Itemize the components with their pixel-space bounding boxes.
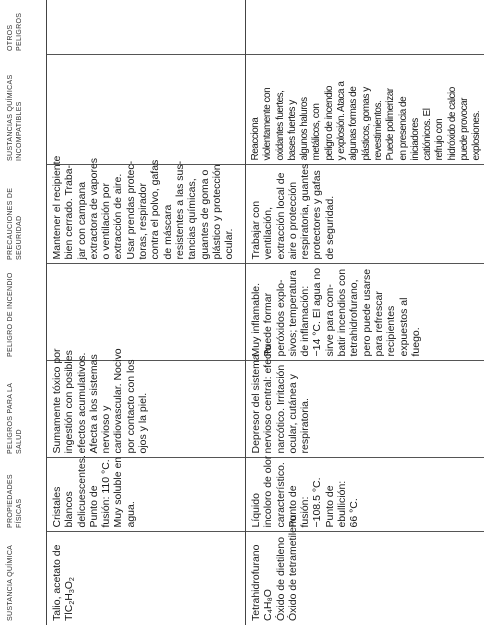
cell-line: toras, respirador (137, 183, 150, 260)
cell-line: metálicos, con (311, 103, 323, 161)
cell-line: Punto de (323, 485, 336, 528)
cell-line: Afecta a los sistemas (87, 354, 100, 454)
cell-line: extracción local de (274, 172, 287, 260)
cell-fire-hazard (246, 264, 484, 361)
table-row (246, 0, 484, 625)
cell-line: Cristales (51, 486, 63, 528)
cell-line: narcótico. Irritación (274, 364, 287, 454)
cell-line: Depresor del sistema (250, 354, 262, 454)
cell-line: ocular, cutánea y (286, 374, 299, 454)
cell-line: hidróxido de calcio (446, 87, 458, 161)
cell-line: explosiones. (471, 110, 483, 161)
cell-substance (246, 515, 484, 625)
cell-incompatible-substances (246, 55, 484, 165)
header-physical-properties: PROPIEDADES FÍSICAS (0, 458, 47, 532)
cell-line: ingestión con posibles (63, 350, 76, 454)
cell-substance (47, 532, 246, 625)
cell-line: refrujo con (434, 118, 446, 161)
cell-physical-properties (246, 455, 484, 532)
cell-line: peróxidos explo- (274, 279, 287, 357)
cell-line: respiratoria. (299, 398, 312, 454)
cell-safety-precautions (47, 155, 246, 264)
cell-line: Trabajar con (250, 200, 262, 260)
cell-line: fuego. (409, 327, 422, 357)
cell-line: Puede formar (262, 292, 275, 357)
cell-line: fusión: 110 °C. (100, 459, 113, 528)
cell-line: guantes de goma o (198, 169, 211, 260)
cell-line: de máscara (161, 204, 174, 260)
cell-line: efectos acumulativos. (75, 352, 88, 454)
cell-other-hazards (246, 0, 484, 55)
cell-line: bien cerrado. Traba- (63, 164, 76, 260)
cell-fire-hazard (47, 264, 246, 361)
cell-line: sirve para com- (323, 284, 336, 357)
cell-incompatible-substances (47, 55, 246, 165)
header-other-hazards: OTROS PELIGROS (0, 0, 47, 55)
cell-line: blancos (63, 491, 76, 528)
cell-line: para refrescar (372, 291, 385, 357)
cell-line: algunos haluros (299, 97, 311, 161)
cell-line: Punto de (286, 485, 299, 528)
header-fire-hazard: PELIGRO DE INCENDIO (0, 264, 47, 361)
cell-line: jar con campana (75, 181, 88, 260)
cell-line: Tetrahidrofurano (250, 544, 262, 621)
cell-line: Reacciona (250, 117, 261, 161)
cell-line: −14 °C. El agua no (311, 267, 324, 357)
substance-formula: $TlC_2H_3O_2$ (63, 577, 77, 621)
cell-line: algunas formas de (348, 86, 360, 161)
cell-line: ocular. (223, 228, 236, 260)
header-safety-precautions: PRECAUCIONES DE SEGURIDAD (0, 165, 47, 264)
cell-line: agua. (124, 501, 137, 528)
header-incompatible-substances: SUSTANCIAS QUÍMICAS INCOMPATIBLES (0, 55, 47, 165)
cell-line: bases fuertes y (286, 100, 298, 161)
cell-line: C₄H₈O (262, 589, 275, 621)
header-substance: SUSTANCIA QUÍMICA (0, 532, 47, 625)
cell-safety-precautions (246, 165, 484, 264)
cell-line: en presencia de (397, 96, 409, 161)
cell-health-hazards (246, 344, 484, 458)
cell-line: catiónicos. El (422, 108, 434, 161)
cell-line: Punto de (87, 485, 100, 528)
cell-line: Usar prendas protec- (124, 160, 137, 260)
substance-name: Talio, acetato de (51, 544, 63, 621)
cell-line: aire o protección (286, 181, 299, 260)
cell-line: fusión: (299, 496, 312, 528)
cell-line: pero puede usarse (360, 268, 373, 357)
cell-line: tetrahidrofurano, (348, 279, 361, 357)
cell-line: plástico y protección (210, 164, 223, 260)
cell-physical-properties (47, 455, 246, 532)
cell-line: respiratoria, guantes (299, 163, 312, 260)
cell-line: Sumamente tóxico por (51, 348, 63, 454)
cell-line: revestimientos. (372, 100, 384, 161)
cell-line: sivos; temperatura (286, 270, 299, 357)
cell-line: batir incendios con (336, 268, 349, 357)
cell-line: resistentes a las sus- (173, 160, 186, 260)
cell-line: Mantener el recipiente (51, 155, 63, 260)
cell-line: plásticos, gomas y (360, 87, 372, 161)
cell-line: de seguridad. (323, 195, 336, 260)
cell-line: violentamente con (262, 87, 274, 161)
cell-line: y explosión. Ataca a (336, 81, 348, 161)
header-row (0, 0, 47, 625)
cell-line: extractora de vapores (87, 157, 100, 260)
header-health-hazards: PELIGROS PARA LA SALUD (0, 361, 47, 458)
cell-line: peligro de incendio (323, 86, 335, 161)
cell-line: 66 °C. (348, 498, 361, 528)
cell-line: Líquido (250, 493, 262, 528)
cell-line: Puede polimerizar (385, 88, 397, 161)
cell-line: −108.5 °C. (311, 477, 324, 528)
cell-line: o ventilación por (100, 183, 113, 260)
cell-line: protectores y gafas (311, 170, 324, 260)
cell-line: Muy soluble en (112, 456, 125, 528)
cell-line: oxidantes fuertes, (274, 90, 286, 161)
cell-line: puede provocar (459, 98, 471, 161)
cell-line: nervioso central: efecto (262, 344, 275, 454)
cell-line: tancias químicas, (186, 178, 199, 260)
cell-line: incoloro de olor (262, 455, 275, 528)
cell-line: característico. (274, 462, 287, 528)
cell-line: delicuescentes. (75, 455, 88, 528)
cell-line: Óxido de dietileno (274, 536, 287, 621)
cell-line: por contacto con los (124, 359, 137, 454)
cell-line: cardiovascular. Nocivo (112, 348, 125, 454)
cell-line: ebullición: (336, 480, 349, 528)
cell-line: Muy inflamable. (250, 282, 262, 357)
table-row (47, 0, 246, 625)
cell-line: recipientes (385, 305, 398, 357)
cell-line: contra el polvo, gafas (149, 159, 162, 260)
cell-line: expuestos al (397, 297, 410, 357)
cell-line: de inflamación: (299, 285, 312, 357)
cell-line: iniciadores (409, 118, 421, 161)
cell-line: ventilación, (262, 206, 275, 260)
cell-line: Óxido de tetrametileno (286, 515, 299, 621)
cell-line: nervioso y (100, 405, 113, 454)
cell-health-hazards (47, 348, 246, 458)
cell-line: ojos y la piel. (137, 392, 150, 454)
cell-other-hazards (47, 0, 246, 55)
cell-line: extracción de aire. (112, 173, 125, 260)
